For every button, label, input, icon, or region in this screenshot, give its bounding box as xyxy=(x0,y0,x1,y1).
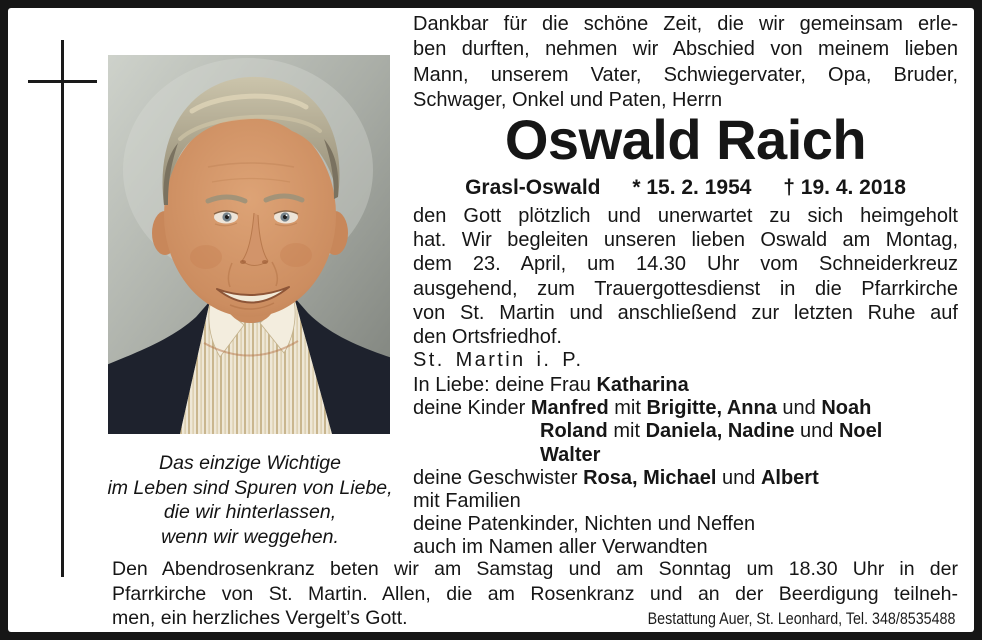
text-line: men, ein herzliches Vergelt’s Gott. xyxy=(112,607,408,630)
death-date: † 19. 4. 2018 xyxy=(783,176,906,199)
birth-date: * 15. 2. 1954 xyxy=(632,176,752,199)
family-line: deine Patenkinder, Nichten und Neffen xyxy=(413,513,756,536)
cross-vertical-bar xyxy=(61,40,64,577)
text-line: wenn wir weggehen. xyxy=(161,525,339,548)
text-line: ausgehend, zum Trauergottesdienst in die Pfarrkirche xyxy=(413,277,958,300)
text-line: Den Abendrosenkranz beten wir am Samstag und am Sonntag um 18.30 Uhr in der xyxy=(112,558,958,580)
text-line: Schwager, Onkel und Paten, Herrn xyxy=(413,89,723,112)
portrait-illustration xyxy=(108,55,390,434)
text-line: im Leben sind Spuren von Liebe, xyxy=(107,476,393,499)
family-line: In Liebe: deine Frau Katharina xyxy=(413,374,689,396)
text-line: Pfarrkirche von St. Martin. Allen, die am Rosenkranz und an der Beerdigung teilneh- xyxy=(112,582,958,605)
family-line: Roland mit Daniela, Nadine und Noel xyxy=(540,420,883,443)
family-line: auch im Namen aller Verwandten xyxy=(413,536,708,559)
text-line: die wir hinterlassen, xyxy=(163,501,337,523)
nickname: Grasl-Oswald xyxy=(465,176,601,199)
obituary-card xyxy=(8,8,974,632)
vitals-row xyxy=(413,176,958,200)
announcement-paragraph xyxy=(413,204,958,349)
text-line: Das einzige Wichtige xyxy=(159,452,341,474)
text-line: den Ortsfriedhof. xyxy=(413,326,562,349)
text-line: Dankbar für die schöne Zeit, die wir gemeinsam erle- xyxy=(413,13,958,35)
family-line: mit Familien xyxy=(413,490,521,513)
text-line: ben durften, nehmen wir Abschied von meinem lieben xyxy=(413,38,958,61)
family-line: Walter xyxy=(540,443,601,466)
deceased-name: Oswald Raich xyxy=(504,108,867,171)
funeral-home-credit: Bestattung Auer, St. Leonhard, Tel. 348/8535488 xyxy=(647,609,955,628)
opening-paragraph xyxy=(413,12,958,114)
text-line: hat. Wir begleiten unseren lieben Oswald am Montag, xyxy=(413,229,958,252)
portrait-photo xyxy=(108,55,390,434)
cross-horizontal-bar xyxy=(28,80,97,83)
text-line: von St. Martin und anschließend zur letzten Ruhe auf xyxy=(413,301,958,324)
family-list xyxy=(413,374,973,560)
place-line: St. Martin i. P. xyxy=(413,349,584,371)
memorial-quote xyxy=(90,451,410,549)
family-line: deine Kinder Manfred mit Brigitte, Anna und Noah xyxy=(413,397,872,420)
family-line: deine Geschwister Rosa, Michael und Albert xyxy=(413,466,819,489)
text-line: Mann, unserem Vater, Schwiegervater, Opa, Bruder, xyxy=(413,63,958,86)
text-line: dem 23. April, um 14.30 Uhr vom Schneiderkreuz xyxy=(413,253,958,276)
text-line: den Gott plötzlich und unerwartet zu sich heimgeholt xyxy=(413,205,958,227)
